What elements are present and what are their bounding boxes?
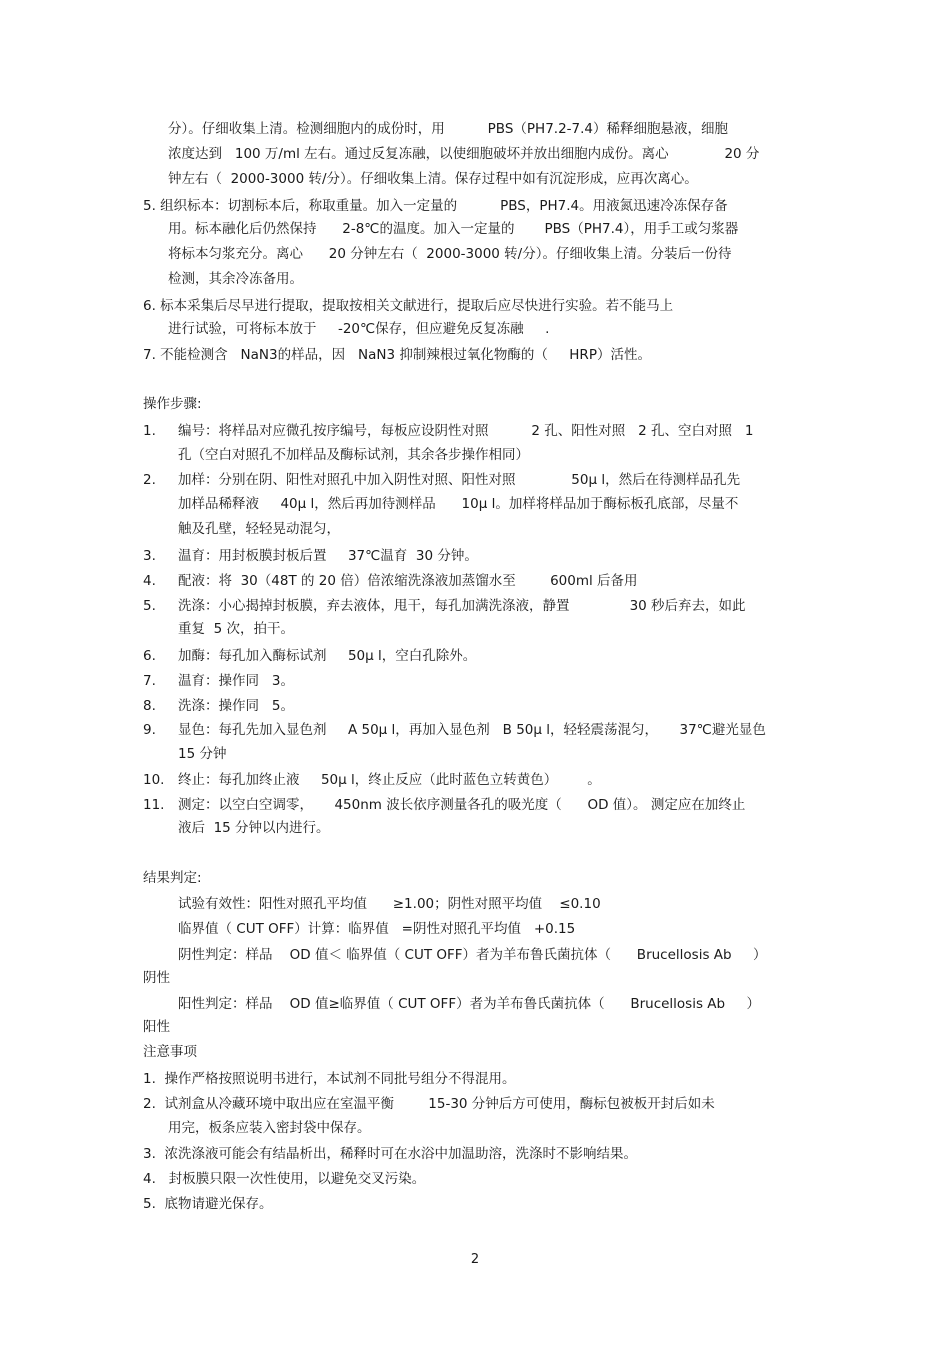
note-line: 3. 浓洗涤液可能会有结晶析出，稀释时可在水浴中加温助溶，洗涤时不影响结果。: [143, 1146, 637, 1162]
step-line: 15 分钟: [178, 746, 227, 762]
step-line: 显色：每孔先加入显色剂 A 50μ l，再加入显色剂 B 50μ l，轻轻震荡混匀， 37℃避光显色: [178, 722, 766, 738]
step-line: 触及孔壁，轻轻晃动混匀，: [178, 521, 340, 537]
step-line: 洗涤：操作同 5。: [178, 698, 294, 714]
sample-item-line: 5. 组织标本：切割标本后，称取重量。加入一定量的 PBS，PH7.4。用液氮迅速冷冻保存备: [143, 198, 728, 214]
step-number: 10.: [143, 772, 165, 788]
paragraph-line: 钟左右（ 2000-3000 转/分）。仔细收集上清。保存过程中如有沉淀形成，应再次离心。: [168, 171, 698, 187]
sample-item-line: 7. 不能检测含 NaN3的样品，因 NaN3 抑制辣根过氧化物酶的（ HRP）活性。: [143, 347, 651, 363]
step-number: 3.: [143, 548, 156, 564]
sample-item-line: 6. 标本采集后尽早进行提取，提取按相关文献进行，提取后应尽快进行实验。若不能马上: [143, 298, 674, 314]
page-number: 2: [470, 1252, 480, 1267]
result-line: 阴性判定：样品 OD 值＜ 临界值（ CUT OFF）者为羊布鲁氏菌抗体（ Brucellosis Ab ）: [178, 947, 767, 963]
note-line: 1. 操作严格按照说明书进行，本试剂不同批号组分不得混用。: [143, 1071, 516, 1087]
step-number: 7.: [143, 673, 156, 689]
result-line: 临界值（ CUT OFF）计算：临界值 =阴性对照孔平均值 +0.15: [178, 921, 576, 937]
step-number: 4.: [143, 573, 156, 589]
result-heading: 结果判定:: [143, 870, 202, 886]
result-line: 阳性判定：样品 OD 值≥临界值（ CUT OFF）者为羊布鲁氏菌抗体（ Brucellosis Ab ）: [178, 996, 761, 1012]
procedure-heading: 操作步骤:: [143, 396, 202, 412]
step-line: 配液：将 30（48T 的 20 倍）倍浓缩洗涤液加蒸馏水至 600ml 后备用: [178, 573, 638, 589]
step-line: 孔（空白对照孔不加样品及酶标试剂，其余各步操作相同）: [178, 447, 529, 463]
step-number: 8.: [143, 698, 156, 714]
paragraph-line: 分）。仔细收集上清。检测细胞内的成份时，用 PBS（PH7.2-7.4）稀释细胞悬液，细胞: [168, 121, 728, 137]
step-line: 加样品稀释液 40μ l，然后再加待测样品 10μ l。加样将样品加于酶标板孔底部，尽量不: [178, 496, 739, 512]
note-line: 5. 底物请避光保存。: [143, 1196, 273, 1212]
step-line: 加酶：每孔加入酶标试剂 50μ l，空白孔除外。: [178, 648, 477, 664]
step-number: 1.: [143, 423, 156, 439]
note-line: 4. 封板膜只限一次性使用，以避免交叉污染。: [143, 1171, 426, 1187]
step-number: 2.: [143, 472, 156, 488]
sample-item-line: 将标本匀浆充分。离心 20 分钟左右（ 2000-3000 转/分）。仔细收集上清。分装后一份待: [168, 246, 732, 262]
sample-item-line: 检测，其余冷冻备用。: [168, 271, 303, 287]
step-line: 测定：以空白空调零， 450nm 波长依序测量各孔的吸光度（ OD 值）。 测定应在加终止: [178, 797, 746, 813]
note-line: 用完，板条应装入密封袋中保存。: [168, 1120, 371, 1136]
note-line: 2. 试剂盒从冷藏环境中取出应在室温平衡 15-30 分钟后方可使用，酶标包被板开封后如未: [143, 1096, 715, 1112]
step-number: 6.: [143, 648, 156, 664]
notes-heading: 注意事项: [143, 1044, 197, 1060]
step-line: 终止：每孔加终止液 50μ l，终止反应（此时蓝色立转黄色） 。: [178, 772, 601, 788]
step-line: 加样：分别在阴、阳性对照孔中加入阴性对照、阳性对照 50μ l，然后在待测样品孔先: [178, 472, 741, 488]
result-line: 试验有效性：阳性对照孔平均值 ≥1.00；阴性对照平均值 ≤0.10: [178, 896, 601, 912]
step-number: 11.: [143, 797, 165, 813]
sample-item-line: 进行试验，可将标本放于 -20℃保存，但应避免反复冻融 .: [168, 321, 550, 337]
step-line: 重复 5 次，拍干。: [178, 621, 294, 637]
step-number: 9.: [143, 722, 156, 738]
step-line: 液后 15 分钟以内进行。: [178, 820, 330, 836]
sample-item-line: 用。标本融化后仍然保持 2-8℃的温度。加入一定量的 PBS（PH7.4），用手工或匀浆器: [168, 221, 739, 237]
step-line: 温育：操作同 3。: [178, 673, 294, 689]
step-number: 5.: [143, 598, 156, 614]
result-line: 阳性: [143, 1019, 170, 1035]
step-line: 温育：用封板膜封板后置 37℃温育 30 分钟。: [178, 548, 478, 564]
result-line: 阴性: [143, 970, 170, 986]
step-line: 洗涤：小心揭掉封板膜，弃去液体，甩干，每孔加满洗涤液，静置 30 秒后弃去，如此: [178, 598, 746, 614]
step-line: 编号：将样品对应微孔按序编号，每板应设阴性对照 2 孔、阳性对照 2 孔、空白对照 1: [178, 423, 754, 439]
paragraph-line: 浓度达到 100 万/ml 左右。通过反复冻融，以使细胞破坏并放出细胞内成份。离心 20 分: [168, 146, 760, 162]
